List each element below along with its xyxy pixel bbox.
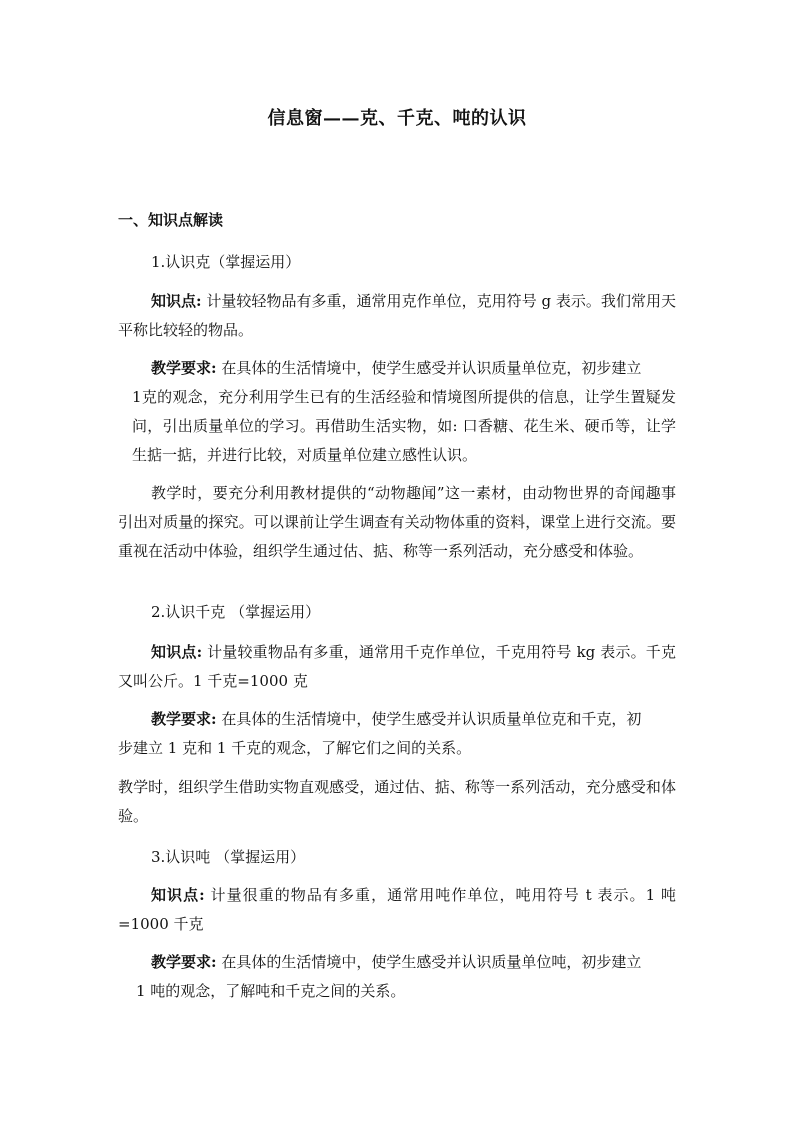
subsection-heading-kilogram: 2.认识千克 （掌握运用） — [151, 603, 321, 621]
section-heading: 一、知识点解读 — [118, 211, 224, 229]
paragraph-ton-knowledge — [118, 881, 676, 939]
paragraph-kilogram-teaching: 教学时，组织学生借助实物直观感受，通过估、掂、称等一系列活动，充分感受和体验。 — [118, 778, 676, 825]
text-knowledge: 计量较轻物品有多重，通常用克作单位，克用符号 g 表示。我们常用天平称比较轻的物品。 — [118, 292, 676, 339]
text-requirement-line1: 在具体的生活情境中，使学生感受并认识质量单位吨，初步建立 — [216, 953, 642, 971]
paragraph-gram-knowledge — [118, 287, 676, 345]
text-knowledge: 计量很重的物品有多重，通常用吨作单位，吨用符号 t 表示。1 吨=1000 千克 — [118, 886, 676, 933]
subsection-heading-ton: 3.认识吨 （掌握运用） — [151, 848, 306, 866]
label-knowledge: 知识点: — [151, 643, 203, 661]
paragraph-kilogram-requirement — [118, 705, 676, 763]
text-requirement-rest: 步建立 1 克和 1 千克的观念，了解它们之间的关系。 — [118, 739, 472, 757]
label-requirement: 教学要求: — [151, 953, 217, 971]
label-knowledge: 知识点: — [151, 292, 202, 310]
subsection-heading-gram: 1.认识克（掌握运用） — [151, 253, 301, 271]
text-requirement-line1: 在具体的生活情境中，使学生感受并认识质量单位克，初步建立 — [216, 359, 642, 377]
paragraph-gram-requirement — [118, 354, 676, 470]
text-requirement-line1: 在具体的生活情境中，使学生感受并认识质量单位克和千克，初 — [216, 710, 642, 728]
text-requirement-rest: 1 吨的观念，了解吨和千克之间的关系。 — [136, 982, 406, 1000]
label-requirement: 教学要求: — [151, 359, 217, 377]
paragraph-gram-teaching: 教学时，要充分利用教材提供的“动物趣闻”这一素材，由动物世界的奇闻趣事引出对质量的探究。可以课前让学生调查有关动物体重的资料，课堂上进行交流。要重视在活动中体验，组织学生通过估、掂、称等一系列活动，充分感受和体验。 — [118, 484, 676, 560]
text-knowledge: 计量较重物品有多重，通常用千克作单位，千克用符号 kg 表示。千克又叫公斤。1 千克=1000 克 — [118, 643, 676, 690]
paragraph-ton-requirement — [118, 948, 676, 1006]
paragraph-kilogram-knowledge — [118, 638, 676, 696]
label-requirement: 教学要求: — [151, 710, 217, 728]
document-title: 信息窗——克、千克、吨的认识 — [267, 108, 527, 129]
label-knowledge: 知识点: — [151, 886, 205, 904]
text-requirement-rest: 1克的观念，充分利用学生已有的生活经验和情境图所提供的信息，让学生置疑发问，引出质量单位的学习。再借助生活实物，如: 口香糖、花生米、硬币等，让学生掂一掂，并进行比较，对质量单位建立感性认识。 — [132, 388, 676, 464]
